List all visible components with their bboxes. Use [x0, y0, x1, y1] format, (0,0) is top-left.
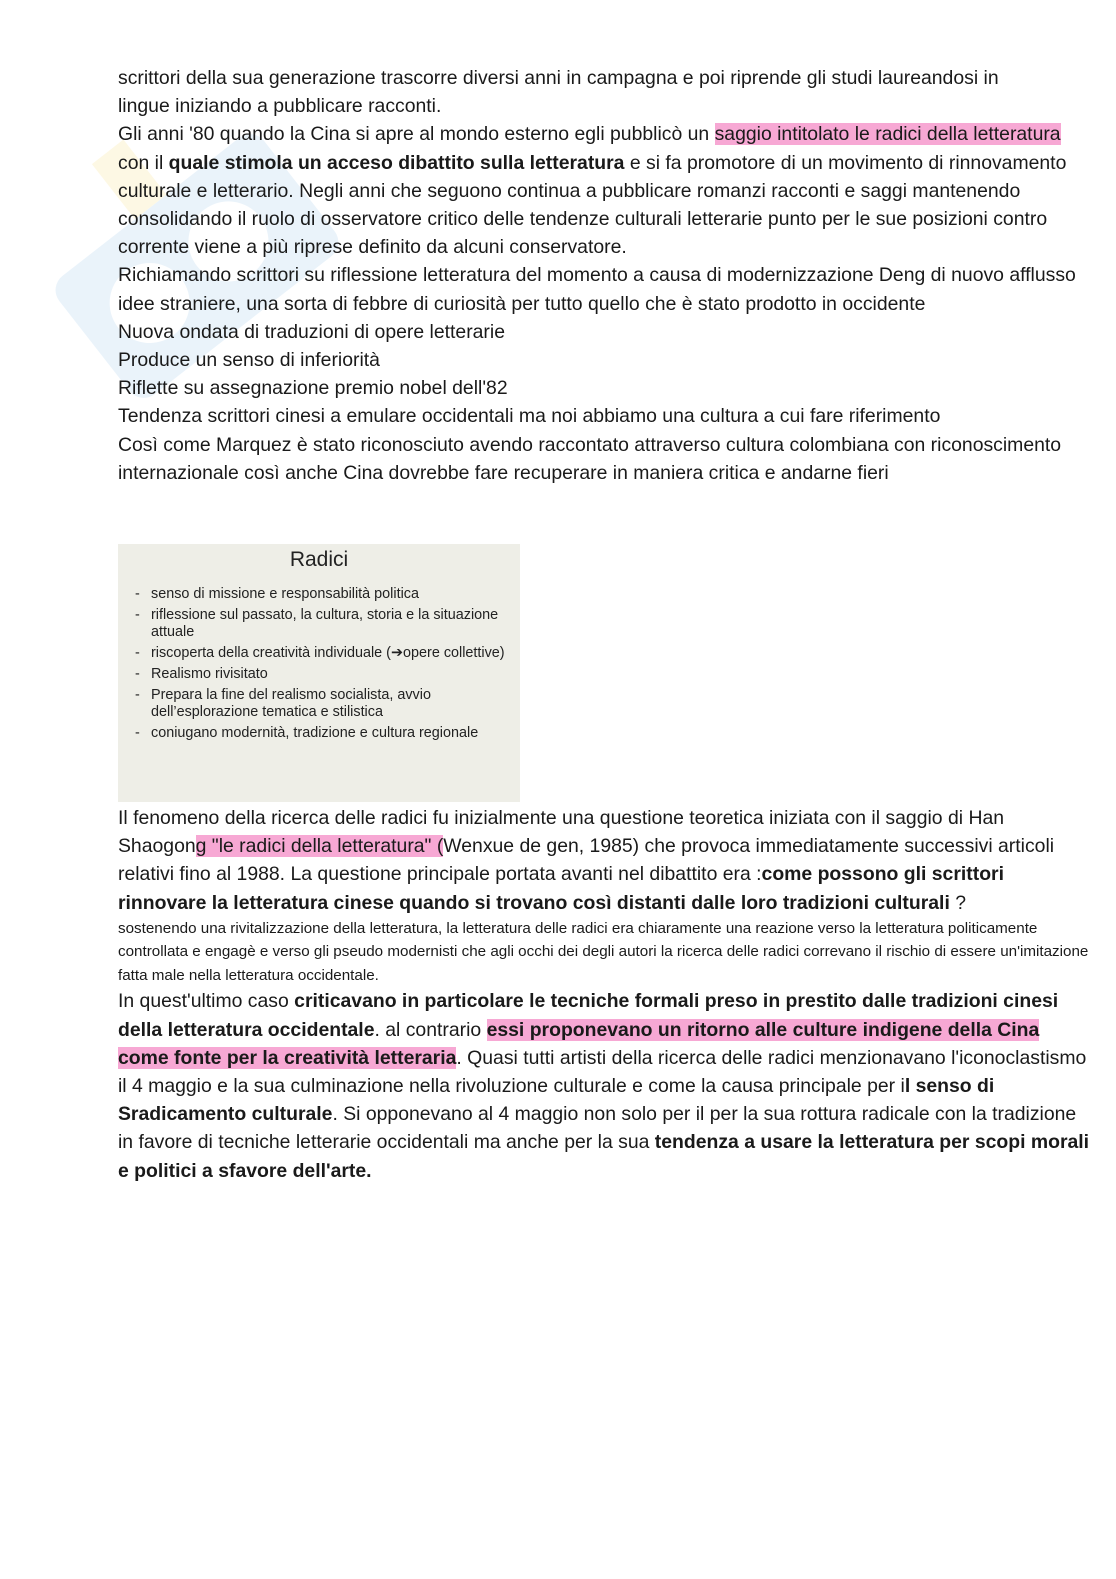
- paragraph-traduzioni: Nuova ondata di traduzioni di opere letterarie: [118, 320, 505, 343]
- text-run: Wenxue de gen, 1985) che provoca immediatamente successivi articoli relativi fino al 1988. La questione principale portata avanti nel dibattito era :: [118, 835, 1055, 886]
- bold-text: quale stimola un acceso dibattito sulla letteratura: [168, 151, 625, 174]
- slide-item-text: coniugano modernità, tradizione e cultura regionale: [151, 725, 479, 742]
- paragraph-fenomeno: [118, 804, 1093, 917]
- radici-slide-image: [118, 544, 520, 802]
- slide-title: Radici: [289, 548, 349, 572]
- slide-list: [132, 586, 520, 742]
- bold-text: criticavano in particolare le tecniche formali preso in prestito dalle tradizioni cinesi della letteratura occidentale: [118, 990, 1059, 1041]
- text-run: Il fenomeno della ricerca delle radici fu inizialmente una questione teoretica iniziata con il saggio di Han Shaogon: [118, 807, 1005, 858]
- paragraph-intro: [118, 64, 1093, 120]
- highlight-bold-text: essi proponevano un ritorno alle culture indigene della Cina come fonte per la creatività letteraria: [118, 1018, 1040, 1069]
- slide-item-text: senso di missione e responsabilità politica: [151, 586, 419, 603]
- paragraph-marquez: Così come Marquez è stato riconosciuto avendo raccontato attraverso cultura colombiana con riconoscimento internazionale così anche Cina dovrebbe fare recuperare in maniera critica e andarne fieri: [118, 433, 1062, 484]
- slide-list-item: - Prepara la fine del realismo socialista, avvio dell’esplorazione tematica e stilistica: [135, 687, 431, 721]
- slide-list-item: - coniugano modernità, tradizione e cultura regionale: [135, 725, 479, 742]
- slide-item-text: riscoperta della creatività individuale (➔opere collettive): [151, 645, 505, 662]
- slide-item-text: riflessione sul passato, la cultura, storia e la situazione attuale: [151, 607, 499, 641]
- slide-list-item: - riflessione sul passato, la cultura, storia e la situazione attuale: [135, 607, 499, 641]
- slide-list-item: - riscoperta della creatività individuale (➔opere collettive): [135, 645, 505, 662]
- bold-text: l senso di Sradicamento culturale: [118, 1074, 995, 1126]
- text-line: lingue iniziando a pubblicare racconti.: [118, 95, 442, 118]
- highlight-text: g "le radici della letteratura" (: [195, 835, 444, 858]
- slide-item-text: Prepara la fine del realismo socialista, avvio dell’esplorazione tematica e stilistica: [151, 687, 431, 721]
- paragraph-eighties: [118, 120, 1093, 261]
- text-run: con il: [118, 151, 169, 174]
- slide-list-item: - senso di missione e responsabilità politica: [135, 586, 419, 603]
- text-run: e si fa promotore di un movimento di rinnovamento culturale e letterario. Negli anni che seguono continua a pubblicare romanzi racconti e saggi mantenendo consolidando il ruolo di osservatore critico delle tendenze culturali letterarie punto per le sue posizioni contro corrente viene a più riprese definito da alcuni conservatore.: [118, 151, 1067, 259]
- text-run: . al contrario: [374, 1018, 487, 1041]
- text-run: . Si opponevano al 4 maggio non solo per il per la sua rottura radicale con la tradizione in favore di tecniche letterarie occidentali ma anche per la sua: [118, 1103, 1077, 1154]
- paragraph-inferiorita: Produce un senso di inferiorità: [118, 349, 380, 372]
- paragraph-richiamando: Richiamando scrittori su riflessione letteratura del momento a causa di modernizzazione Deng di nuovo afflusso idee straniere, una sorta di febbre di curiosità per tutto quello che è stato prodotto in occidente: [118, 264, 1076, 315]
- text-run: . Quasi tutti artisti della ricerca delle radici menzionavano l'iconoclastismo il 4 maggio e la sua culminazione nella rivoluzione culturale e come la causa principale per i: [118, 1046, 1087, 1097]
- text-run: In quest'ultimo caso: [118, 990, 295, 1013]
- text-run: Gli anni '80 quando la Cina si apre al mondo esterno egli pubblicò un: [118, 123, 715, 146]
- bold-text: come possono gli scrittori rinnovare la letteratura cinese quando si trovano così distanti dalle loro tradizioni culturali: [118, 863, 1004, 914]
- highlight-text: saggio intitolato le radici della letteratura: [714, 123, 1061, 146]
- paragraph-tendenza: Tendenza scrittori cinesi a emulare occidentali ma noi abbiamo una cultura a cui fare riferimento: [118, 405, 941, 428]
- paragraph-nobel: Riflette su assegnazione premio nobel dell'82: [118, 377, 508, 400]
- text-line: scrittori della sua generazione trascorre diversi anni in campagna e poi riprende gli studi laureandosi in: [118, 67, 999, 89]
- document-page: [118, 64, 1093, 1185]
- slide-list-item: - Realismo rivisitato: [135, 666, 268, 683]
- slide-item-text: Realismo rivisitato: [151, 666, 268, 683]
- paragraph-small-note: sostenendo una rivitalizzazione della letteratura, la letteratura delle radici era chiaramente una reazione verso la letteratura politicamente controllata e engagè e verso gli pseudo modernisti che agli occhi dei degli autori la ricerca delle radici correvano il rischio di essere un'imitazione fatta male nella letteratura occidentale.: [118, 919, 1089, 984]
- paragraph-criticavano: [118, 987, 1093, 1184]
- text-run: ?: [949, 891, 967, 914]
- bold-text: tendenza a usare la letteratura per scopi morali e politici a sfavore dell'arte.: [118, 1131, 1090, 1182]
